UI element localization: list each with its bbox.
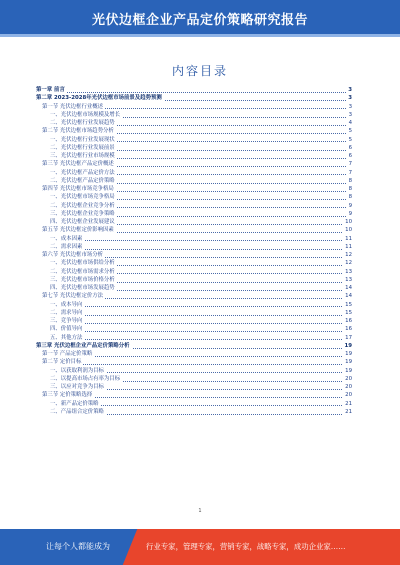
toc-entry-page: 11 xyxy=(345,235,352,242)
toc-entry[interactable] xyxy=(36,309,352,317)
toc-entry-text: 一、成本导向 xyxy=(50,301,83,308)
toc-entry-text: 一、光伏边框产品定价方法 xyxy=(50,169,115,176)
toc-entry-text: 二、以提高市场占有率为目标 xyxy=(50,375,121,382)
toc-entry-page: 9 xyxy=(348,202,352,209)
toc-entry-text: 第一章 前言 xyxy=(36,87,65,93)
toc-entry-text: 二、光伏边框市场需求分析 xyxy=(50,268,115,275)
toc-entry-page: 12 xyxy=(345,252,352,258)
toc-entry-text: 二、光伏边框企业竞争分析 xyxy=(50,202,115,209)
toc-entry-page: 13 xyxy=(345,268,352,275)
toc-entry-text: 二、光伏边框行业发展趋势 xyxy=(50,120,115,126)
toc-leader-dots xyxy=(50,323,352,324)
toc-entry[interactable] xyxy=(36,243,352,251)
toc-entry-page: 7 xyxy=(348,161,352,168)
toc-entry-text: 第三章 光伏边框企业产品定价策略分析 xyxy=(36,342,130,349)
toc-entry-text: 第一节 产品定价策略 xyxy=(42,351,93,357)
toc-entry[interactable] xyxy=(36,284,352,292)
toc-entry[interactable] xyxy=(36,400,352,408)
toc-entry-text: 五、其他方法 xyxy=(50,334,83,341)
toc-entry-page: 15 xyxy=(345,301,352,308)
toc-entry[interactable] xyxy=(36,94,352,102)
toc-entry-page: 7 xyxy=(348,169,352,176)
toc-entry-page: 3 xyxy=(348,87,352,93)
toc-entry-page: 19 xyxy=(344,342,352,349)
toc-leader-dots xyxy=(50,306,352,307)
toc-entry[interactable] xyxy=(36,350,352,358)
toc-entry-text: 一、以获取利润为目标 xyxy=(50,367,104,374)
toc-entry-page: 19 xyxy=(345,351,352,357)
toc-entry-text: 第七节 光伏边框定价方法 xyxy=(42,293,104,300)
toc-entry-text: 二、光伏边框行业发展前景 xyxy=(50,144,115,151)
toc-entry[interactable] xyxy=(36,235,352,243)
toc-entry[interactable] xyxy=(36,103,352,111)
toc-entry[interactable] xyxy=(36,177,352,185)
toc-entry[interactable] xyxy=(36,152,352,160)
toc-entry-page: 8 xyxy=(348,194,352,201)
footer-tagline: 行业专家，管理专家，营销专家，战略专家，成功企业家…… xyxy=(146,542,346,551)
toc-entry-page: 15 xyxy=(345,309,352,316)
toc-entry-text: 三、以应对竞争为目标 xyxy=(50,384,104,390)
toc-entry-page: 13 xyxy=(345,276,352,283)
toc-entry-text: 第二章 2023-2028年光伏边框市场前景及趋势预测 xyxy=(36,95,162,102)
toc-entry[interactable] xyxy=(36,193,352,201)
toc-entry-text: 一、光伏边框市场供给分析 xyxy=(50,260,115,267)
toc-entry[interactable] xyxy=(36,259,352,267)
toc-entry-page: 14 xyxy=(345,285,352,291)
toc-entry[interactable] xyxy=(36,268,352,276)
toc-entry-text: 第六节 光伏边框市场分析 xyxy=(42,252,104,258)
toc-entry[interactable] xyxy=(36,375,352,383)
toc-entry-page: 19 xyxy=(345,367,352,374)
toc-entry-page: 16 xyxy=(345,326,352,333)
toc-entry-page: 3 xyxy=(348,111,352,118)
toc-leader-dots xyxy=(50,331,352,332)
toc-entry-text: 一、成本因素 xyxy=(50,235,83,242)
toc-entry-page: 19 xyxy=(345,359,352,366)
toc-entry-page: 9 xyxy=(348,210,352,217)
toc-entry[interactable] xyxy=(36,136,352,144)
toc-leader-dots xyxy=(50,240,352,241)
page-number: 1 xyxy=(198,508,202,514)
toc-entry[interactable] xyxy=(36,325,352,333)
toc-entry[interactable] xyxy=(36,251,352,259)
toc-leader-dots xyxy=(50,339,352,340)
toc-entry-page: 20 xyxy=(345,384,352,390)
toc-entry-page: 8 xyxy=(348,177,352,184)
toc-entry-page: 6 xyxy=(348,144,352,151)
toc-entry[interactable] xyxy=(36,276,352,284)
toc-entry-text: 四、光伏边框企业发展建议 xyxy=(50,219,115,225)
toc-entry-text: 第四节 光伏边框市场竞争格局 xyxy=(42,186,114,192)
toc-entry-page: 5 xyxy=(348,128,352,135)
toc-entry[interactable] xyxy=(36,119,352,127)
toc-entry-page: 17 xyxy=(345,334,352,341)
toc-entry-text: 二、需求导向 xyxy=(50,309,83,316)
toc-leader-dots xyxy=(36,92,352,93)
toc-entry-text: 一、光伏边框市场竞争格局 xyxy=(50,194,115,201)
toc-entry-page: 6 xyxy=(348,153,352,159)
toc-entry[interactable] xyxy=(36,185,352,193)
toc-entry[interactable] xyxy=(36,408,352,416)
toc-entry[interactable] xyxy=(36,292,352,300)
toc-entry[interactable] xyxy=(36,144,352,152)
toc-entry-page: 21 xyxy=(345,400,352,407)
toc-entry-text: 四、光伏边框市场发展趋势 xyxy=(50,285,115,291)
toc-entry[interactable] xyxy=(36,301,352,309)
toc-entry-text: 第二节 定价目标 xyxy=(42,359,82,366)
toc-entry-text: 第二节 光伏边框市场趋势分析 xyxy=(42,128,114,135)
toc-entry-page: 21 xyxy=(345,408,352,415)
footer-bar xyxy=(0,529,400,565)
toc-entry[interactable] xyxy=(36,218,352,226)
toc-entry-text: 四、价值导向 xyxy=(50,326,83,333)
toc-entry[interactable] xyxy=(36,367,352,375)
toc-entry-page: 3 xyxy=(348,103,352,110)
footer-slogan: 让每个人都能成为 xyxy=(46,542,110,551)
toc-entry[interactable] xyxy=(36,160,352,168)
toc-entry-page: 8 xyxy=(348,186,352,192)
toc-entry-text: 三、光伏边框行业市场规模 xyxy=(50,153,115,159)
toc-entry[interactable] xyxy=(36,334,352,342)
toc-leader-dots xyxy=(42,364,352,365)
toc-entry-page: 16 xyxy=(345,318,352,324)
toc-entry[interactable] xyxy=(36,111,352,119)
toc-entry-page: 14 xyxy=(345,293,352,300)
toc-entry[interactable] xyxy=(36,358,352,366)
toc-entry-text: 第三节 定价策略选择 xyxy=(42,392,93,399)
toc-entry[interactable] xyxy=(36,127,352,135)
toc-entry-page: 10 xyxy=(345,227,352,234)
toc-entry-text: 三、光伏边框市场价格分析 xyxy=(50,276,115,283)
toc-entry-text: 第五节 光伏边框定价影响因素 xyxy=(42,227,114,234)
toc-entry-page: 11 xyxy=(345,243,352,250)
toc-entry-text: 一、新产品定价策略 xyxy=(50,400,99,407)
toc-leader-dots xyxy=(50,315,352,316)
toc-entry-page: 20 xyxy=(345,375,352,382)
toc-entry-page: 20 xyxy=(345,392,352,399)
toc-entry-page: 3 xyxy=(348,95,352,102)
toc-entry-text: 一、光伏边框行业发展现状 xyxy=(50,136,115,143)
toc-heading: 内容目录 xyxy=(171,64,228,78)
toc-entry-text: 一、光伏边框市场规模及增长 xyxy=(50,111,121,118)
toc-entry-page: 5 xyxy=(348,136,352,143)
toc-leader-dots xyxy=(50,249,352,250)
table-of-contents xyxy=(36,86,352,416)
report-header-bar xyxy=(0,0,400,34)
toc-entry-page: 10 xyxy=(345,219,352,225)
toc-entry-text: 第三节 光伏边框产品定价概述 xyxy=(42,161,114,168)
report-title: 光伏边框企业产品定价策略研究报告 xyxy=(91,13,308,28)
toc-entry[interactable] xyxy=(36,169,352,177)
toc-entry-text: 二、光伏边框产品定价策略 xyxy=(50,177,115,184)
toc-entry[interactable] xyxy=(36,383,352,391)
toc-entry[interactable] xyxy=(36,202,352,210)
toc-entry-text: 二、产品组合定价策略 xyxy=(50,408,104,415)
toc-entry[interactable] xyxy=(36,317,352,325)
toc-entry-text: 二、需求因素 xyxy=(50,243,83,250)
toc-entry-text: 三、光伏边框企业竞争策略 xyxy=(50,210,115,217)
toc-entry[interactable] xyxy=(36,391,352,399)
toc-entry[interactable] xyxy=(36,210,352,218)
toc-entry[interactable] xyxy=(36,226,352,234)
header-divider xyxy=(0,34,400,37)
toc-entry-page: 4 xyxy=(348,120,352,126)
toc-entry[interactable] xyxy=(36,86,352,94)
toc-entry-page: 12 xyxy=(345,260,352,267)
toc-entry[interactable] xyxy=(36,342,352,350)
toc-entry-text: 第一节 光伏边框行业概述 xyxy=(42,103,104,110)
toc-entry-text: 三、竞争导向 xyxy=(50,318,83,324)
